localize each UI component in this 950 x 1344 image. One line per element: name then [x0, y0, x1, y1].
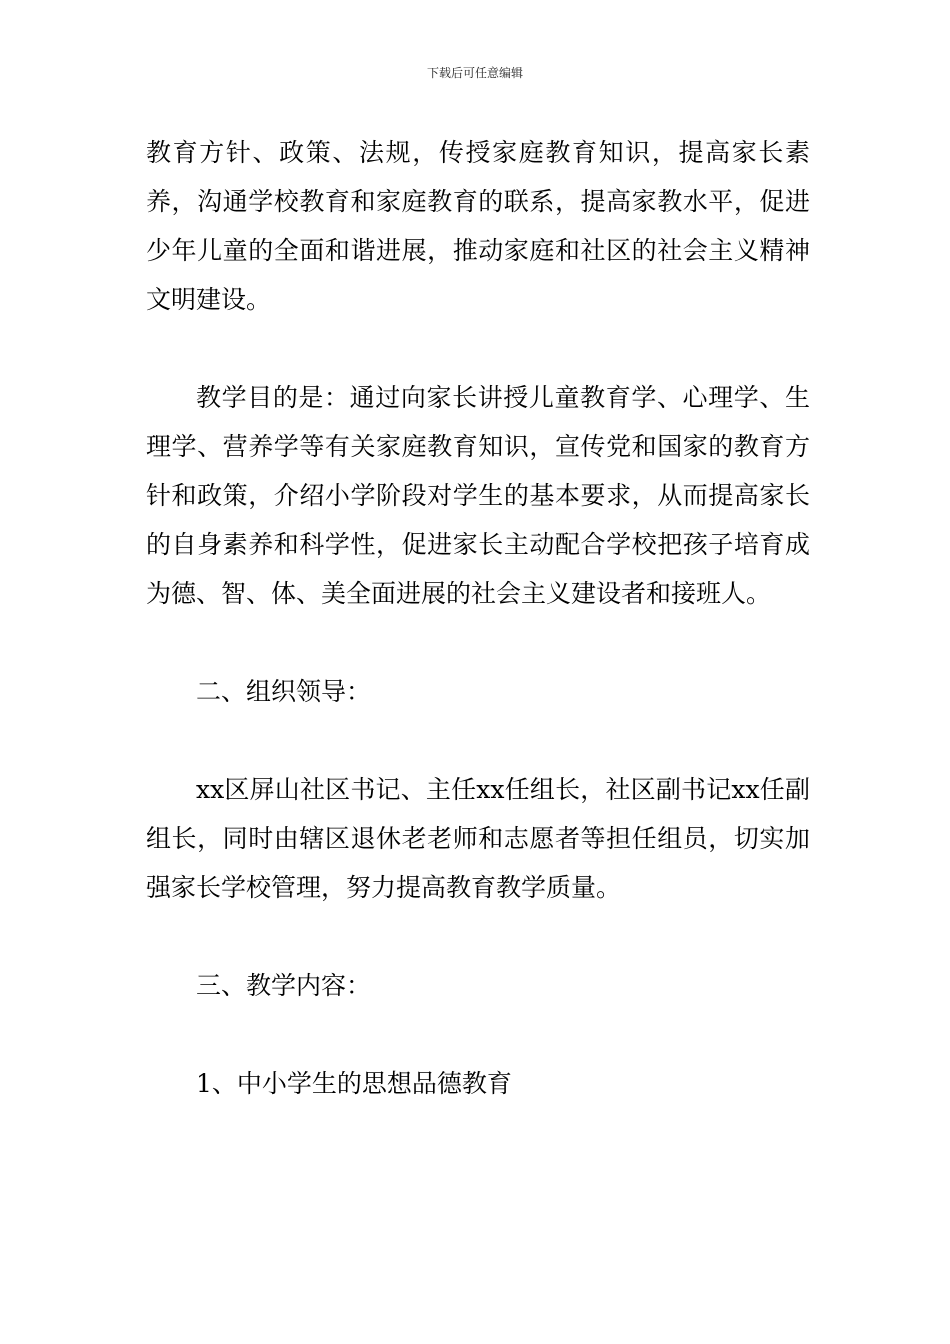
- paragraph-teaching-purpose: 教学目的是：通过向家长讲授儿童教育学、心理学、生理学、营养学等有关家庭教育知识，宣传党和国家的教育方针和政策，介绍小学阶段对学生的基本要求，从而提高家长的自身素养和科学性，促进家长主动配合学校把孩子培育成为德、智、体、美全面进展的社会主义建设者和接班人。: [146, 383, 810, 608]
- paragraph-education-policy: 教育方针、政策、法规，传授家庭教育知识，提高家长素养，沟通学校教育和家庭教育的联系，提高家教水平，促进少年儿童的全面和谐进展，推动家庭和社区的社会主义精神文明建设。: [146, 138, 810, 314]
- paragraph-organization: xx区屏山社区书记、主任xx任组长，社区副书记xx任副组长，同时由辖区退休老老师和志愿者等担任组员，切实加强家长学校管理，努力提高教育教学质量。: [146, 775, 810, 902]
- page-header-note: 下载后可任意编辑: [426, 66, 523, 80]
- section-heading-organization: 二、组织领导：: [196, 677, 372, 706]
- document-body: [146, 128, 810, 1108]
- section-heading-teaching-content: 三、教学内容：: [196, 971, 372, 1000]
- list-item-moral-education: 1、中小学生的思想品德教育: [196, 1069, 512, 1098]
